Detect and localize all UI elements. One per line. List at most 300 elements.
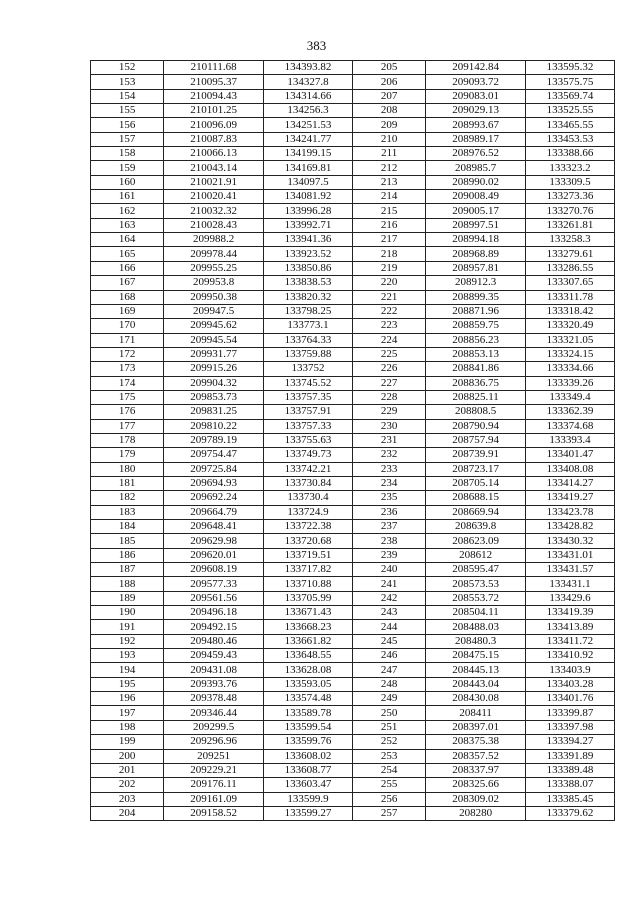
x-coordinate-left-cell: 210094.43	[164, 89, 264, 103]
y-coordinate-left-cell: 133749.73	[263, 448, 352, 462]
point-number-left-cell: 191	[91, 620, 164, 634]
point-number-left-cell: 203	[91, 792, 164, 806]
table-row	[91, 132, 615, 146]
point-number-left-cell: 188	[91, 577, 164, 591]
x-coordinate-right-cell: 208985.7	[426, 161, 526, 175]
point-number-right-cell: 216	[352, 218, 425, 232]
y-coordinate-left-cell: 133719.51	[263, 548, 352, 562]
x-coordinate-right-cell: 208912.3	[426, 276, 526, 290]
x-coordinate-right-cell: 208990.02	[426, 175, 526, 189]
point-number-left-cell: 166	[91, 261, 164, 275]
x-coordinate-right-cell: 208430.08	[426, 692, 526, 706]
x-coordinate-left-cell: 209459.43	[164, 649, 264, 663]
y-coordinate-right-cell: 133349.4	[525, 390, 614, 404]
point-number-right-cell: 245	[352, 634, 425, 648]
x-coordinate-left-cell: 209620.01	[164, 548, 264, 562]
table-row	[91, 563, 615, 577]
x-coordinate-right-cell: 208853.13	[426, 347, 526, 361]
x-coordinate-right-cell: 208639.8	[426, 520, 526, 534]
point-number-right-cell: 227	[352, 376, 425, 390]
x-coordinate-left-cell: 209945.62	[164, 319, 264, 333]
y-coordinate-right-cell: 133393.4	[525, 433, 614, 447]
point-number-right-cell: 217	[352, 233, 425, 247]
point-number-left-cell: 182	[91, 491, 164, 505]
y-coordinate-right-cell: 133411.72	[525, 634, 614, 648]
y-coordinate-left-cell: 133838.53	[263, 276, 352, 290]
point-number-right-cell: 256	[352, 792, 425, 806]
x-coordinate-left-cell: 209296.96	[164, 735, 264, 749]
x-coordinate-left-cell: 210021.91	[164, 175, 264, 189]
x-coordinate-left-cell: 209480.46	[164, 634, 264, 648]
x-coordinate-right-cell: 208994.18	[426, 233, 526, 247]
point-number-right-cell: 214	[352, 190, 425, 204]
point-number-left-cell: 189	[91, 591, 164, 605]
y-coordinate-right-cell: 133388.07	[525, 778, 614, 792]
point-number-right-cell: 241	[352, 577, 425, 591]
y-coordinate-left-cell: 134097.5	[263, 175, 352, 189]
point-number-left-cell: 168	[91, 290, 164, 304]
y-coordinate-right-cell: 133403.28	[525, 677, 614, 691]
point-number-right-cell: 236	[352, 505, 425, 519]
x-coordinate-left-cell: 209161.09	[164, 792, 264, 806]
table-row	[91, 591, 615, 605]
y-coordinate-left-cell: 133608.77	[263, 763, 352, 777]
table-row	[91, 190, 615, 204]
y-coordinate-right-cell: 133423.78	[525, 505, 614, 519]
y-coordinate-left-cell: 133705.99	[263, 591, 352, 605]
x-coordinate-left-cell: 209694.93	[164, 476, 264, 490]
x-coordinate-left-cell: 209945.54	[164, 333, 264, 347]
point-number-right-cell: 253	[352, 749, 425, 763]
x-coordinate-right-cell: 208859.75	[426, 319, 526, 333]
point-number-left-cell: 153	[91, 75, 164, 89]
point-number-right-cell: 213	[352, 175, 425, 189]
y-coordinate-left-cell: 133755.63	[263, 433, 352, 447]
table-row	[91, 534, 615, 548]
x-coordinate-right-cell: 208411	[426, 706, 526, 720]
x-coordinate-right-cell: 209029.13	[426, 104, 526, 118]
y-coordinate-left-cell: 133608.02	[263, 749, 352, 763]
point-number-right-cell: 209	[352, 118, 425, 132]
x-coordinate-left-cell: 209492.15	[164, 620, 264, 634]
point-number-left-cell: 185	[91, 534, 164, 548]
point-number-left-cell: 162	[91, 204, 164, 218]
y-coordinate-right-cell: 133286.55	[525, 261, 614, 275]
table-row	[91, 476, 615, 490]
table-row	[91, 61, 615, 75]
x-coordinate-left-cell: 210087.83	[164, 132, 264, 146]
y-coordinate-left-cell: 133850.86	[263, 261, 352, 275]
y-coordinate-right-cell: 133525.55	[525, 104, 614, 118]
point-number-right-cell: 220	[352, 276, 425, 290]
point-number-right-cell: 257	[352, 806, 425, 820]
y-coordinate-left-cell: 133941.36	[263, 233, 352, 247]
x-coordinate-right-cell: 208993.67	[426, 118, 526, 132]
table-row	[91, 333, 615, 347]
x-coordinate-right-cell: 208989.17	[426, 132, 526, 146]
point-number-left-cell: 172	[91, 347, 164, 361]
y-coordinate-left-cell: 133752	[263, 362, 352, 376]
y-coordinate-left-cell: 134393.82	[263, 61, 352, 75]
table-row	[91, 347, 615, 361]
x-coordinate-right-cell: 208325.66	[426, 778, 526, 792]
point-number-left-cell: 192	[91, 634, 164, 648]
point-number-left-cell: 187	[91, 563, 164, 577]
coordinates-table-body	[91, 61, 615, 821]
x-coordinate-left-cell: 209229.21	[164, 763, 264, 777]
y-coordinate-right-cell: 133273.36	[525, 190, 614, 204]
point-number-left-cell: 164	[91, 233, 164, 247]
x-coordinate-right-cell: 208705.14	[426, 476, 526, 490]
table-row	[91, 677, 615, 691]
y-coordinate-right-cell: 133410.92	[525, 649, 614, 663]
x-coordinate-left-cell: 209950.38	[164, 290, 264, 304]
x-coordinate-left-cell: 209378.48	[164, 692, 264, 706]
x-coordinate-left-cell: 209810.22	[164, 419, 264, 433]
point-number-left-cell: 199	[91, 735, 164, 749]
x-coordinate-left-cell: 209664.79	[164, 505, 264, 519]
point-number-right-cell: 222	[352, 304, 425, 318]
point-number-right-cell: 225	[352, 347, 425, 361]
y-coordinate-left-cell: 133603.47	[263, 778, 352, 792]
x-coordinate-left-cell: 209299.5	[164, 720, 264, 734]
y-coordinate-left-cell: 133628.08	[263, 663, 352, 677]
x-coordinate-right-cell: 208997.51	[426, 218, 526, 232]
x-coordinate-left-cell: 210066.13	[164, 147, 264, 161]
x-coordinate-left-cell: 209176.11	[164, 778, 264, 792]
table-row	[91, 118, 615, 132]
table-row	[91, 634, 615, 648]
table-row	[91, 390, 615, 404]
point-number-right-cell: 226	[352, 362, 425, 376]
point-number-left-cell: 171	[91, 333, 164, 347]
x-coordinate-right-cell: 208553.72	[426, 591, 526, 605]
y-coordinate-right-cell: 133431.1	[525, 577, 614, 591]
point-number-right-cell: 251	[352, 720, 425, 734]
table-row	[91, 175, 615, 189]
x-coordinate-right-cell: 209142.84	[426, 61, 526, 75]
table-row	[91, 218, 615, 232]
x-coordinate-right-cell: 209005.17	[426, 204, 526, 218]
table-row	[91, 161, 615, 175]
point-number-right-cell: 244	[352, 620, 425, 634]
y-coordinate-left-cell: 133773.1	[263, 319, 352, 333]
point-number-right-cell: 246	[352, 649, 425, 663]
table-row	[91, 606, 615, 620]
x-coordinate-left-cell: 209608.19	[164, 563, 264, 577]
x-coordinate-right-cell: 208957.81	[426, 261, 526, 275]
table-row	[91, 75, 615, 89]
x-coordinate-right-cell: 208856.23	[426, 333, 526, 347]
y-coordinate-left-cell: 133820.32	[263, 290, 352, 304]
point-number-left-cell: 169	[91, 304, 164, 318]
point-number-left-cell: 181	[91, 476, 164, 490]
point-number-right-cell: 230	[352, 419, 425, 433]
x-coordinate-left-cell: 209346.44	[164, 706, 264, 720]
x-coordinate-right-cell: 208309.02	[426, 792, 526, 806]
y-coordinate-left-cell: 133668.23	[263, 620, 352, 634]
x-coordinate-left-cell: 209853.73	[164, 390, 264, 404]
point-number-right-cell: 219	[352, 261, 425, 275]
y-coordinate-right-cell: 133320.49	[525, 319, 614, 333]
x-coordinate-right-cell: 208790.94	[426, 419, 526, 433]
point-number-left-cell: 163	[91, 218, 164, 232]
point-number-right-cell: 238	[352, 534, 425, 548]
x-coordinate-right-cell: 208445.13	[426, 663, 526, 677]
x-coordinate-left-cell: 209692.24	[164, 491, 264, 505]
point-number-right-cell: 207	[352, 89, 425, 103]
point-number-right-cell: 255	[352, 778, 425, 792]
y-coordinate-right-cell: 133413.89	[525, 620, 614, 634]
y-coordinate-right-cell: 133323.2	[525, 161, 614, 175]
x-coordinate-left-cell: 209393.76	[164, 677, 264, 691]
point-number-left-cell: 180	[91, 462, 164, 476]
x-coordinate-left-cell: 209947.5	[164, 304, 264, 318]
point-number-left-cell: 160	[91, 175, 164, 189]
table-row	[91, 792, 615, 806]
coordinates-table	[90, 60, 615, 821]
y-coordinate-right-cell: 133307.65	[525, 276, 614, 290]
y-coordinate-left-cell: 133720.68	[263, 534, 352, 548]
y-coordinate-left-cell: 133730.84	[263, 476, 352, 490]
point-number-left-cell: 155	[91, 104, 164, 118]
x-coordinate-right-cell: 208573.53	[426, 577, 526, 591]
y-coordinate-left-cell: 133671.43	[263, 606, 352, 620]
y-coordinate-left-cell: 134241.77	[263, 132, 352, 146]
y-coordinate-left-cell: 133710.88	[263, 577, 352, 591]
x-coordinate-right-cell: 208836.75	[426, 376, 526, 390]
point-number-right-cell: 247	[352, 663, 425, 677]
y-coordinate-left-cell: 133599.9	[263, 792, 352, 806]
x-coordinate-left-cell: 209725.84	[164, 462, 264, 476]
point-number-right-cell: 240	[352, 563, 425, 577]
y-coordinate-left-cell: 133742.21	[263, 462, 352, 476]
table-row	[91, 577, 615, 591]
x-coordinate-left-cell: 209953.8	[164, 276, 264, 290]
y-coordinate-left-cell: 133759.88	[263, 347, 352, 361]
table-row	[91, 692, 615, 706]
y-coordinate-left-cell: 133593.05	[263, 677, 352, 691]
y-coordinate-right-cell: 133569.74	[525, 89, 614, 103]
x-coordinate-left-cell: 209978.44	[164, 247, 264, 261]
y-coordinate-right-cell: 133429.6	[525, 591, 614, 605]
table-row	[91, 89, 615, 103]
table-row	[91, 749, 615, 763]
table-row	[91, 261, 615, 275]
y-coordinate-right-cell: 133389.48	[525, 763, 614, 777]
y-coordinate-left-cell: 133648.55	[263, 649, 352, 663]
point-number-right-cell: 249	[352, 692, 425, 706]
x-coordinate-right-cell: 208504.11	[426, 606, 526, 620]
table-row	[91, 462, 615, 476]
point-number-left-cell: 152	[91, 61, 164, 75]
x-coordinate-left-cell: 210111.68	[164, 61, 264, 75]
point-number-left-cell: 190	[91, 606, 164, 620]
x-coordinate-left-cell: 209158.52	[164, 806, 264, 820]
y-coordinate-right-cell: 133379.62	[525, 806, 614, 820]
point-number-left-cell: 174	[91, 376, 164, 390]
y-coordinate-left-cell: 134169.81	[263, 161, 352, 175]
x-coordinate-left-cell: 209754.47	[164, 448, 264, 462]
y-coordinate-right-cell: 133318.42	[525, 304, 614, 318]
y-coordinate-right-cell: 133419.27	[525, 491, 614, 505]
x-coordinate-left-cell: 210043.14	[164, 161, 264, 175]
point-number-left-cell: 193	[91, 649, 164, 663]
y-coordinate-left-cell: 133589.78	[263, 706, 352, 720]
table-row	[91, 362, 615, 376]
point-number-right-cell: 229	[352, 405, 425, 419]
x-coordinate-right-cell: 208968.89	[426, 247, 526, 261]
table-row	[91, 663, 615, 677]
y-coordinate-left-cell: 134081.92	[263, 190, 352, 204]
x-coordinate-right-cell: 208757.94	[426, 433, 526, 447]
x-coordinate-right-cell: 208739.91	[426, 448, 526, 462]
y-coordinate-right-cell: 133430.32	[525, 534, 614, 548]
x-coordinate-right-cell: 208976.52	[426, 147, 526, 161]
y-coordinate-right-cell: 133575.75	[525, 75, 614, 89]
y-coordinate-right-cell: 133374.68	[525, 419, 614, 433]
x-coordinate-left-cell: 209431.08	[164, 663, 264, 677]
x-coordinate-right-cell: 208825.11	[426, 390, 526, 404]
point-number-right-cell: 234	[352, 476, 425, 490]
x-coordinate-left-cell: 209931.77	[164, 347, 264, 361]
x-coordinate-left-cell: 210032.32	[164, 204, 264, 218]
y-coordinate-left-cell: 134251.53	[263, 118, 352, 132]
table-row	[91, 620, 615, 634]
point-number-left-cell: 154	[91, 89, 164, 103]
x-coordinate-right-cell: 208871.96	[426, 304, 526, 318]
y-coordinate-left-cell: 133798.25	[263, 304, 352, 318]
x-coordinate-right-cell: 208723.17	[426, 462, 526, 476]
x-coordinate-left-cell: 209561.56	[164, 591, 264, 605]
point-number-left-cell: 194	[91, 663, 164, 677]
point-number-right-cell: 243	[352, 606, 425, 620]
x-coordinate-left-cell: 209915.26	[164, 362, 264, 376]
point-number-right-cell: 206	[352, 75, 425, 89]
table-row	[91, 419, 615, 433]
point-number-left-cell: 184	[91, 520, 164, 534]
x-coordinate-right-cell: 208899.35	[426, 290, 526, 304]
y-coordinate-left-cell: 133757.35	[263, 390, 352, 404]
y-coordinate-right-cell: 133391.89	[525, 749, 614, 763]
point-number-left-cell: 204	[91, 806, 164, 820]
point-number-left-cell: 202	[91, 778, 164, 792]
y-coordinate-left-cell: 133599.27	[263, 806, 352, 820]
table-row	[91, 376, 615, 390]
y-coordinate-left-cell: 133730.4	[263, 491, 352, 505]
x-coordinate-left-cell: 209789.19	[164, 433, 264, 447]
y-coordinate-right-cell: 133397.98	[525, 720, 614, 734]
point-number-left-cell: 165	[91, 247, 164, 261]
y-coordinate-left-cell: 133599.54	[263, 720, 352, 734]
point-number-left-cell: 159	[91, 161, 164, 175]
y-coordinate-right-cell: 133401.47	[525, 448, 614, 462]
point-number-right-cell: 224	[352, 333, 425, 347]
table-row	[91, 448, 615, 462]
point-number-left-cell: 173	[91, 362, 164, 376]
point-number-left-cell: 197	[91, 706, 164, 720]
point-number-left-cell: 175	[91, 390, 164, 404]
point-number-right-cell: 205	[352, 61, 425, 75]
x-coordinate-left-cell: 209629.98	[164, 534, 264, 548]
table-row	[91, 763, 615, 777]
point-number-right-cell: 210	[352, 132, 425, 146]
point-number-right-cell: 221	[352, 290, 425, 304]
x-coordinate-right-cell: 209093.72	[426, 75, 526, 89]
point-number-right-cell: 211	[352, 147, 425, 161]
y-coordinate-right-cell: 133465.55	[525, 118, 614, 132]
y-coordinate-left-cell: 133757.33	[263, 419, 352, 433]
y-coordinate-left-cell: 133574.48	[263, 692, 352, 706]
y-coordinate-right-cell: 133428.82	[525, 520, 614, 534]
y-coordinate-left-cell: 133764.33	[263, 333, 352, 347]
x-coordinate-left-cell: 209831.25	[164, 405, 264, 419]
y-coordinate-right-cell: 133431.57	[525, 563, 614, 577]
table-row	[91, 649, 615, 663]
x-coordinate-right-cell: 208475.15	[426, 649, 526, 663]
point-number-left-cell: 200	[91, 749, 164, 763]
table-row	[91, 204, 615, 218]
table-row	[91, 319, 615, 333]
point-number-left-cell: 198	[91, 720, 164, 734]
point-number-right-cell: 235	[352, 491, 425, 505]
x-coordinate-left-cell: 210020.41	[164, 190, 264, 204]
x-coordinate-right-cell: 208280	[426, 806, 526, 820]
point-number-left-cell: 177	[91, 419, 164, 433]
y-coordinate-left-cell: 134314.66	[263, 89, 352, 103]
y-coordinate-left-cell: 133996.28	[263, 204, 352, 218]
table-row	[91, 735, 615, 749]
x-coordinate-right-cell: 208841.86	[426, 362, 526, 376]
x-coordinate-left-cell: 209648.41	[164, 520, 264, 534]
table-row	[91, 233, 615, 247]
y-coordinate-right-cell: 133414.27	[525, 476, 614, 490]
x-coordinate-right-cell: 208337.97	[426, 763, 526, 777]
point-number-right-cell: 254	[352, 763, 425, 777]
table-row	[91, 778, 615, 792]
point-number-left-cell: 183	[91, 505, 164, 519]
table-row	[91, 147, 615, 161]
y-coordinate-right-cell: 133334.66	[525, 362, 614, 376]
y-coordinate-right-cell: 133408.08	[525, 462, 614, 476]
point-number-left-cell: 178	[91, 433, 164, 447]
point-number-right-cell: 212	[352, 161, 425, 175]
table-row	[91, 104, 615, 118]
y-coordinate-right-cell: 133270.76	[525, 204, 614, 218]
point-number-left-cell: 186	[91, 548, 164, 562]
y-coordinate-right-cell: 133324.15	[525, 347, 614, 361]
y-coordinate-right-cell: 133419.39	[525, 606, 614, 620]
x-coordinate-left-cell: 209904.32	[164, 376, 264, 390]
x-coordinate-right-cell: 208612	[426, 548, 526, 562]
table-row	[91, 520, 615, 534]
y-coordinate-left-cell: 134327.8	[263, 75, 352, 89]
point-number-left-cell: 156	[91, 118, 164, 132]
y-coordinate-right-cell: 133394.27	[525, 735, 614, 749]
table-row	[91, 276, 615, 290]
point-number-left-cell: 196	[91, 692, 164, 706]
x-coordinate-right-cell: 208397.01	[426, 720, 526, 734]
point-number-left-cell: 176	[91, 405, 164, 419]
x-coordinate-right-cell: 209008.49	[426, 190, 526, 204]
point-number-left-cell: 179	[91, 448, 164, 462]
x-coordinate-left-cell: 210096.09	[164, 118, 264, 132]
x-coordinate-right-cell: 208443.04	[426, 677, 526, 691]
x-coordinate-left-cell: 210028.43	[164, 218, 264, 232]
y-coordinate-left-cell: 133661.82	[263, 634, 352, 648]
point-number-right-cell: 239	[352, 548, 425, 562]
y-coordinate-right-cell: 133453.53	[525, 132, 614, 146]
